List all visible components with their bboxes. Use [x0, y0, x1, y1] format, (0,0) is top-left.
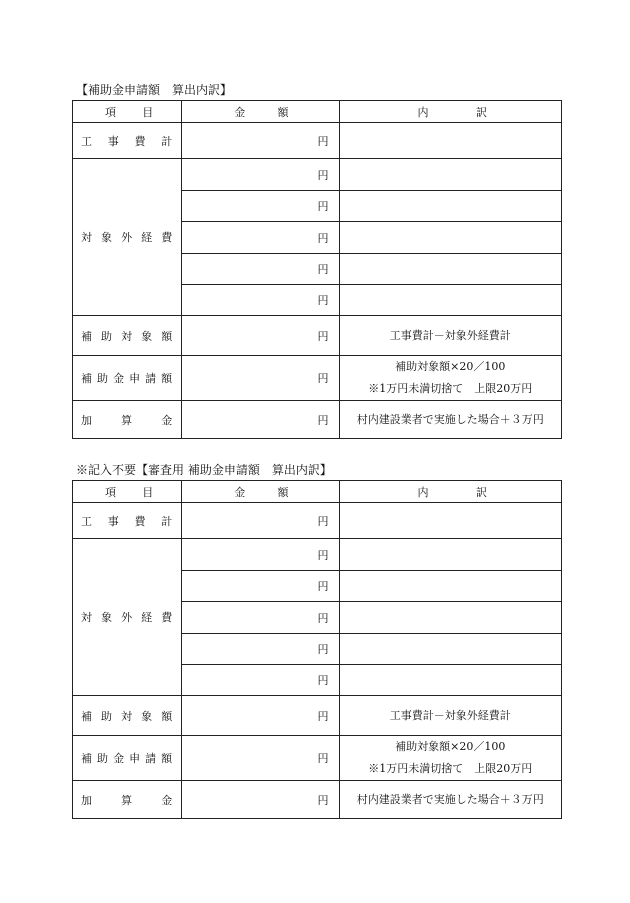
row-subsidy-base	[73, 316, 562, 356]
table-header-row	[73, 101, 562, 123]
label-excluded-costs: 対 象 外 経 費	[73, 539, 182, 696]
detail-note: 村内建設業者で実施した場合＋３万円	[339, 401, 561, 439]
detail-field[interactable]	[339, 571, 561, 602]
row-addition	[73, 781, 562, 819]
detail-note: 工事費計－対象外経費計	[339, 696, 561, 736]
label-subsidy-base: 補 助 対 象 額	[73, 696, 182, 736]
header-item: 項 目	[73, 481, 182, 503]
row-addition	[73, 401, 562, 439]
detail-field[interactable]	[339, 222, 561, 254]
amount-field[interactable]: 円	[182, 571, 339, 602]
section-heading: ※記入不要【審査用 補助金申請額 算出内訳】	[76, 463, 332, 477]
amount-field[interactable]: 円	[182, 285, 339, 316]
detail-field[interactable]	[339, 602, 561, 634]
header-item: 項 目	[73, 101, 182, 123]
amount-field[interactable]: 円	[182, 781, 339, 819]
row-subsidy-request	[73, 356, 562, 401]
label-subsidy-request: 補 助 金 申 請 額	[73, 736, 182, 781]
amount-field[interactable]: 円	[182, 356, 339, 401]
amount-field[interactable]: 円	[182, 503, 339, 539]
detail-line: 補助対象額×20／100	[395, 360, 506, 373]
review-calculation-table	[72, 480, 562, 819]
detail-note	[339, 736, 561, 781]
amount-field[interactable]: 円	[182, 222, 339, 254]
amount-field[interactable]: 円	[182, 191, 339, 222]
header-amount: 金 額	[182, 101, 339, 123]
detail-field[interactable]	[339, 159, 561, 191]
amount-field[interactable]: 円	[182, 736, 339, 781]
detail-field[interactable]	[339, 665, 561, 696]
amount-field[interactable]: 円	[182, 602, 339, 634]
header-detail: 内 訳	[339, 481, 561, 503]
detail-line: 補助対象額×20／100	[395, 740, 506, 753]
amount-field[interactable]: 円	[182, 401, 339, 439]
detail-note	[339, 356, 561, 401]
row-subsidy-base	[73, 696, 562, 736]
detail-field[interactable]	[339, 634, 561, 665]
calculation-table	[72, 100, 562, 439]
row-excluded	[73, 539, 562, 571]
label-construction-total: 工 事 費 計	[73, 123, 182, 159]
detail-field[interactable]	[339, 191, 561, 222]
row-construction-total	[73, 503, 562, 539]
amount-field[interactable]: 円	[182, 159, 339, 191]
label-addition: 加 算 金	[73, 401, 182, 439]
label-subsidy-base: 補 助 対 象 額	[73, 316, 182, 356]
label-subsidy-request: 補 助 金 申 請 額	[73, 356, 182, 401]
table-header-row	[73, 481, 562, 503]
row-subsidy-request	[73, 736, 562, 781]
detail-field[interactable]	[339, 285, 561, 316]
detail-field[interactable]	[339, 254, 561, 285]
section-heading: 【補助金申請額 算出内訳】	[76, 83, 233, 97]
amount-field[interactable]: 円	[182, 316, 339, 356]
detail-field[interactable]	[339, 123, 561, 159]
header-detail: 内 訳	[339, 101, 561, 123]
amount-field[interactable]: 円	[182, 665, 339, 696]
amount-field[interactable]: 円	[182, 254, 339, 285]
amount-field[interactable]: 円	[182, 696, 339, 736]
detail-field[interactable]	[339, 539, 561, 571]
detail-note: 村内建設業者で実施した場合＋３万円	[339, 781, 561, 819]
label-construction-total: 工 事 費 計	[73, 503, 182, 539]
amount-field[interactable]: 円	[182, 634, 339, 665]
header-amount: 金 額	[182, 481, 339, 503]
label-addition: 加 算 金	[73, 781, 182, 819]
label-excluded-costs: 対 象 外 経 費	[73, 159, 182, 316]
row-construction-total	[73, 123, 562, 159]
amount-field[interactable]: 円	[182, 539, 339, 571]
amount-field[interactable]: 円	[182, 123, 339, 159]
row-excluded	[73, 159, 562, 191]
detail-line: ※1万円未満切捨て 上限20万円	[368, 382, 533, 395]
detail-field[interactable]	[339, 503, 561, 539]
detail-note: 工事費計－対象外経費計	[339, 316, 561, 356]
detail-line: ※1万円未満切捨て 上限20万円	[368, 762, 533, 775]
